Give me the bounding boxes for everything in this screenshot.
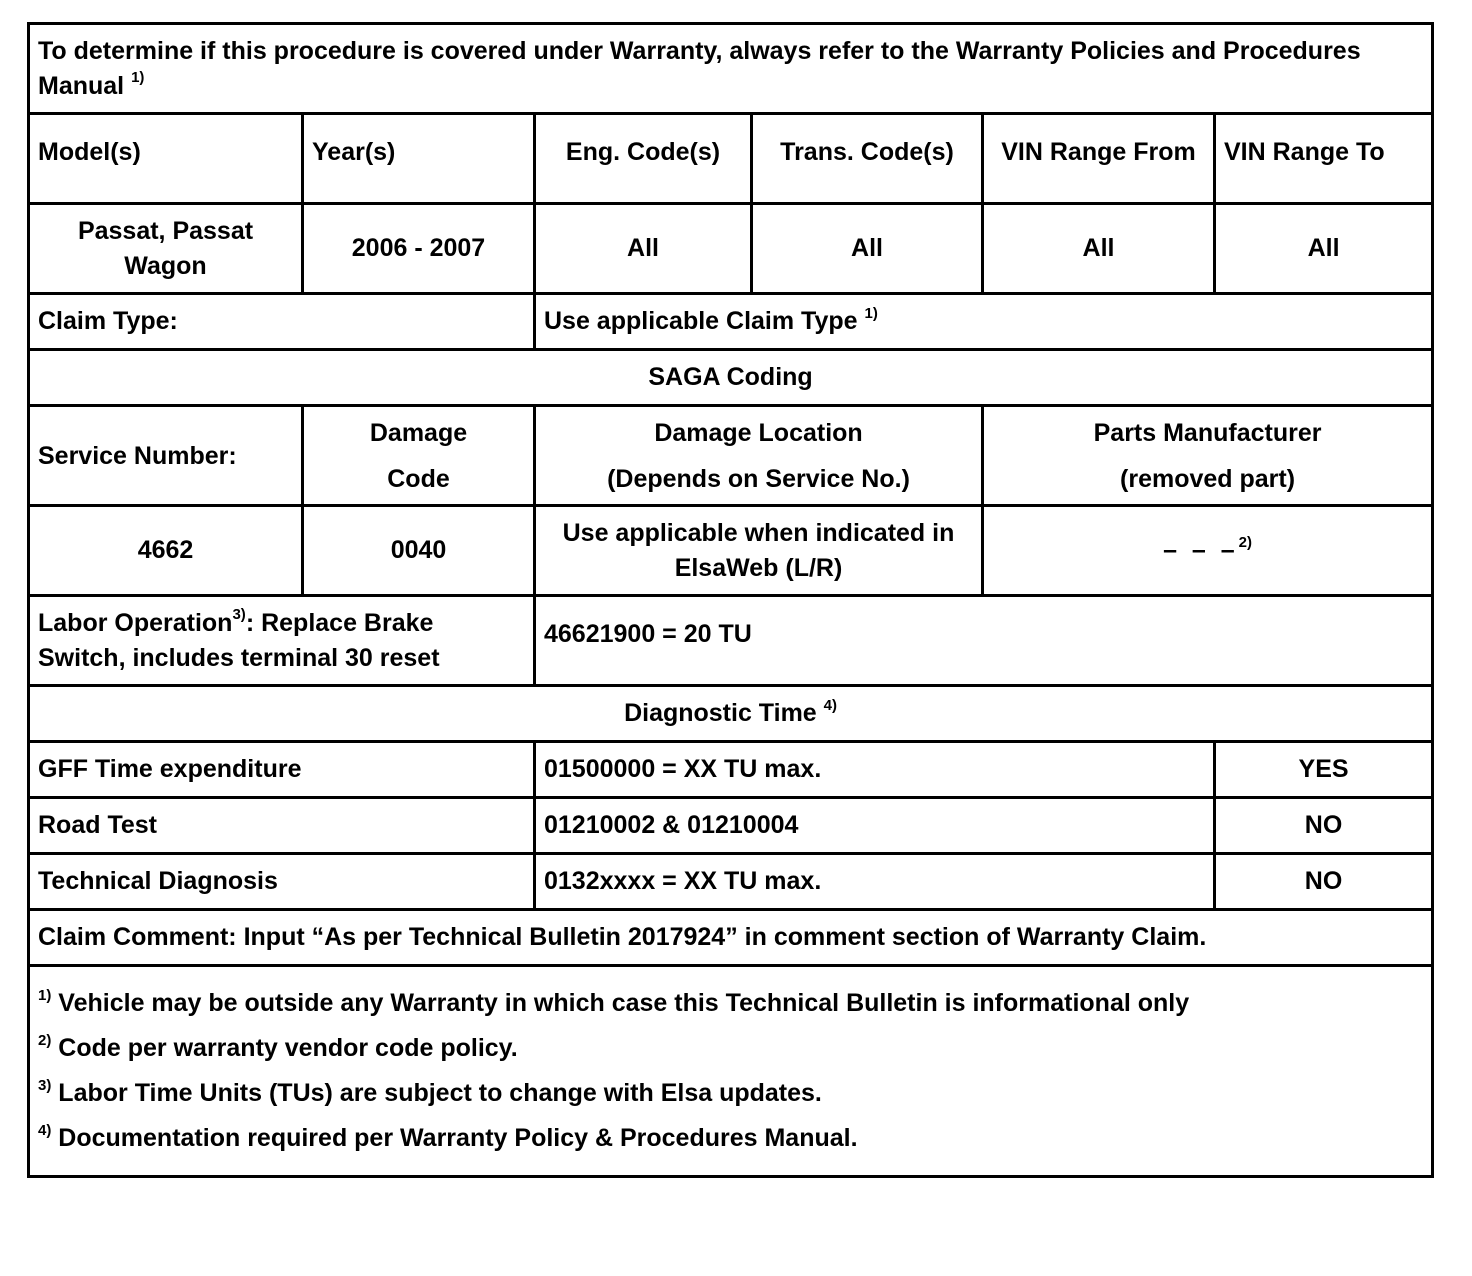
saga-header-row: [29, 406, 1433, 506]
saga-header-service-number: Service Number:: [29, 406, 303, 506]
saga-header-parts-mfr-line2: (removed part): [1120, 464, 1296, 493]
saga-title: SAGA Coding: [29, 350, 1433, 406]
saga-damage-code: 0040: [303, 506, 535, 596]
labor-row: [29, 596, 1433, 686]
warranty-note-text: To determine if this procedure is covered under Warranty, always refer to the Warranty Policies and Procedures Manual: [38, 36, 1361, 100]
labor-label-ref: 3): [232, 606, 246, 624]
saga-parts-mfr: – – –: [1163, 536, 1239, 564]
value-vin-to: All: [1215, 204, 1433, 294]
value-eng-codes: All: [535, 204, 752, 294]
value-models: Passat, Passat Wagon: [29, 204, 303, 294]
saga-header-damage-code-line2: Code: [387, 464, 450, 493]
saga-header-damage-location: [535, 406, 983, 506]
saga-parts-mfr-ref: 2): [1238, 533, 1253, 551]
claim-comment: Claim Comment: Input “As per Technical Bulletin 2017924” in comment section of Warranty Claim.: [29, 910, 1433, 966]
footnote-text: Documentation required per Warranty Policy & Procedures Manual.: [58, 1124, 858, 1152]
footnote-ref: 2): [38, 1031, 52, 1049]
diagnostic-row-flag: YES: [1215, 742, 1433, 798]
saga-header-damage-location-line2: (Depends on Service No.): [607, 464, 910, 493]
footnote-item: [38, 981, 1423, 1026]
labor-value: 46621900 = 20 TU: [535, 596, 1433, 686]
footnote-ref: 3): [38, 1076, 52, 1094]
footnote-item: [38, 1071, 1423, 1116]
labor-label-prefix: Labor Operation: [38, 608, 233, 637]
saga-header-damage-code: [303, 406, 535, 506]
saga-title-row: [29, 350, 1433, 406]
warranty-note-cell: [29, 24, 1433, 114]
claim-comment-row: [29, 910, 1433, 966]
saga-header-damage-code-line1: Damage: [369, 418, 468, 447]
diagnostic-row: [29, 798, 1433, 854]
warranty-note-row: [29, 24, 1433, 114]
saga-header-parts-mfr-line1: Parts Manufacturer: [1093, 418, 1322, 447]
labor-label-suffix: : Replace Brake Switch, includes terminal 30 reset: [38, 608, 440, 672]
claim-type-ref: 1): [864, 304, 878, 322]
diagnostic-title-ref: 4): [823, 696, 837, 714]
diagnostic-row-label: GFF Time expenditure: [29, 742, 535, 798]
header-vin-to: VIN Range To: [1215, 114, 1433, 204]
vehicle-header-row: [29, 114, 1433, 204]
diagnostic-title: Diagnostic Time: [624, 699, 817, 727]
diagnostic-row-flag: NO: [1215, 854, 1433, 910]
saga-header-parts-mfr: [983, 406, 1433, 506]
diagnostic-title-row: [29, 686, 1433, 742]
claim-type-row: [29, 294, 1433, 350]
diagnostic-row-label: Technical Diagnosis: [29, 854, 535, 910]
warranty-table-container: [27, 22, 1431, 1178]
diagnostic-row: [29, 854, 1433, 910]
saga-value-row: [29, 506, 1433, 596]
vehicle-value-row: [29, 204, 1433, 294]
value-vin-from: All: [983, 204, 1215, 294]
value-years: 2006 - 2007: [303, 204, 535, 294]
header-years: Year(s): [303, 114, 535, 204]
warranty-table: [27, 22, 1434, 1178]
diagnostic-row: [29, 742, 1433, 798]
saga-header-damage-location-line1: Damage Location: [654, 418, 863, 447]
header-trans-codes: Trans. Code(s): [752, 114, 983, 204]
claim-type-label: Claim Type:: [29, 294, 535, 350]
saga-damage-location: Use applicable when indicated in ElsaWeb (L/R): [535, 506, 983, 596]
diagnostic-row-code: 01210002 & 01210004: [535, 798, 1215, 854]
saga-service-number: 4662: [29, 506, 303, 596]
header-models: Model(s): [29, 114, 303, 204]
footnote-item: [38, 1026, 1423, 1071]
footnote-text: Labor Time Units (TUs) are subject to change with Elsa updates.: [58, 1079, 822, 1107]
labor-label-cell: [29, 596, 535, 686]
footnote-item: [38, 1116, 1423, 1161]
header-eng-codes: Eng. Code(s): [535, 114, 752, 204]
diagnostic-row-code: 01500000 = XX TU max.: [535, 742, 1215, 798]
diagnostic-row-code: 0132xxxx = XX TU max.: [535, 854, 1215, 910]
diagnostic-title-cell: [29, 686, 1433, 742]
saga-parts-mfr-cell: [983, 506, 1433, 596]
footnotes-cell: [29, 966, 1433, 1177]
warranty-note-ref: 1): [131, 69, 145, 87]
diagnostic-row-flag: NO: [1215, 798, 1433, 854]
value-trans-codes: All: [752, 204, 983, 294]
footnote-text: Vehicle may be outside any Warranty in which case this Technical Bulletin is informational only: [58, 989, 1190, 1017]
claim-type-value-cell: [535, 294, 1433, 350]
claim-type-value: Use applicable Claim Type: [544, 307, 858, 335]
footnote-text: Code per warranty vendor code policy.: [58, 1034, 518, 1062]
footnotes-row: [29, 966, 1433, 1177]
diagnostic-row-label: Road Test: [29, 798, 535, 854]
footnote-ref: 4): [38, 1121, 52, 1139]
header-vin-from: VIN Range From: [983, 114, 1215, 204]
footnote-ref: 1): [38, 986, 52, 1004]
